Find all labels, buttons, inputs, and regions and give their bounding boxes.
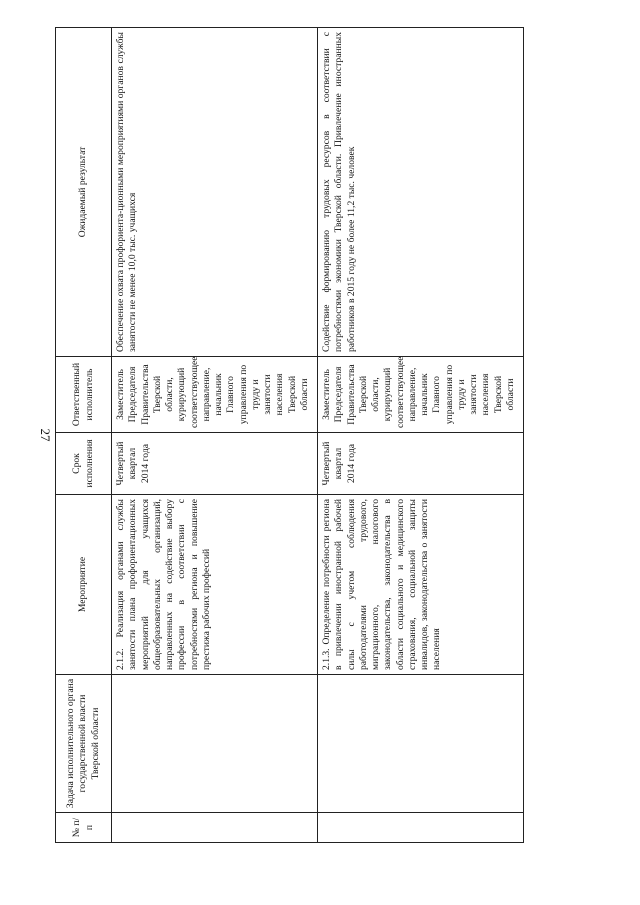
table-row bbox=[112, 28, 318, 843]
header-deadline: Срок исполнения bbox=[56, 433, 112, 495]
row-measure: 2.1.3. Определение потребности региона в привлечении иностранной рабочей силы с учетом соблюдения работодателями трудового, миграционного, налогового законодательства, законодательства в области социального и медицинского страхования, социальной защиты инвалидов, законодательства о занятости населения bbox=[318, 495, 524, 675]
page-number: 27 bbox=[38, 428, 53, 442]
row-deadline: Четвертый квартал 2014 года bbox=[318, 433, 524, 495]
row-responsible: Заместитель Председателя Правительства Тверской области, курирующий соответствующее направление, начальник Главного управления по труду и занятости населения Тверской области bbox=[318, 357, 524, 433]
measures-table bbox=[55, 27, 524, 843]
table-header-row bbox=[56, 28, 112, 843]
row-num bbox=[318, 813, 524, 843]
row-result: Обеспечение охвата профориента-ционными мероприятиями органов службы занятости не менее 10,0 тыс. учащихся bbox=[112, 28, 318, 357]
header-task: Задача исполнительного органа государственной власти Тверской области bbox=[56, 675, 112, 813]
table-row bbox=[318, 28, 524, 843]
header-measure: Мероприятие bbox=[56, 495, 112, 675]
header-num: № п/п bbox=[56, 813, 112, 843]
row-deadline: Четвертый квартал 2014 года bbox=[112, 433, 318, 495]
header-responsible: Ответственный исполнитель bbox=[56, 357, 112, 433]
rotated-table-container bbox=[55, 28, 520, 843]
row-measure: 2.1.2. Реализация органами службы занятости плана профориентационных мероприятий для учащихся общеобразовательных организаций, направленных на содействие выбору профессии в соответствии с потребностями региона и повышение престижа рабочих профессий bbox=[112, 495, 318, 675]
row-responsible: Заместитель Председателя Правительства Тверской области, курирующий соответствующее направление, начальник Главного управления по труду и занятости населения Тверской области bbox=[112, 357, 318, 433]
row-task bbox=[112, 675, 318, 813]
row-num bbox=[112, 813, 318, 843]
row-result: Содействие формированию трудовых ресурсов в соответствии с потребностями экономики Тверской области. Привлечение иностранных работников в 2015 году не более 11,2 тыс. человек bbox=[318, 28, 524, 357]
header-result: Ожидаемый результат bbox=[56, 28, 112, 357]
row-task bbox=[318, 675, 524, 813]
